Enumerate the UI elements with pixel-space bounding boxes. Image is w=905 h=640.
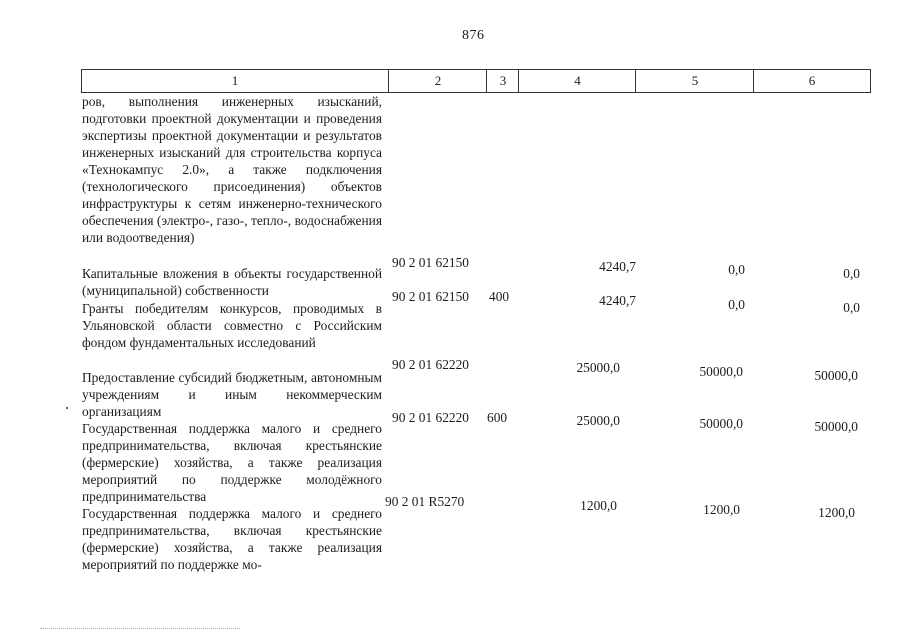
table-row-value-col4: 4240,7 (599, 293, 636, 308)
table-row-description: Капитальные вложения в объекты государственной (муниципальной) собственности (82, 266, 382, 298)
table-row-value-col5: 0,0 (728, 262, 745, 277)
page-number: 876 (462, 28, 485, 43)
scan-edge-line (40, 628, 240, 630)
table-row-code: 90 2 01 62220 (392, 357, 469, 372)
table-row-code: 90 2 01 62150 (392, 289, 469, 304)
table-row-value-col4: 4240,7 (599, 259, 636, 274)
table-row-value-col6: 1200,0 (818, 505, 855, 520)
scan-speck (66, 407, 68, 409)
header-col-2: 2 (388, 70, 487, 92)
table-row-description: Государственная поддержка малого и среднего предпринимательства, включая крестьянские (фермерские) хозяйства, а также реализация мероприятий по поддержке молодёжного предпринимательства (82, 421, 382, 504)
table-row-value-col5: 50000,0 (699, 416, 743, 431)
table-header-row (81, 69, 871, 93)
header-col-1: 1 (231, 73, 239, 88)
table-row-code: 90 2 01 62150 (392, 255, 469, 270)
table-row-value-col4: 25000,0 (576, 413, 620, 428)
header-col-3: 3 (486, 70, 519, 92)
header-col-5: 5 (635, 70, 754, 92)
table-row-code: 90 2 01 R5270 (385, 494, 465, 509)
table-row-description: Гранты победителям конкурсов, проводимых в Ульяновской области совместно с Российским фондом фундаментальных исследований (82, 301, 382, 350)
table-row-type: 400 (489, 289, 510, 304)
table-row-value-col4: 1200,0 (580, 498, 617, 513)
table-row-value-col6: 50000,0 (814, 419, 858, 434)
table-row-code: 90 2 01 62220 (392, 410, 469, 425)
table-row-value-col5: 0,0 (728, 297, 745, 312)
header-col-6: 6 (753, 70, 870, 92)
table-row-value-col6: 50000,0 (814, 368, 858, 383)
table-row-description: ров, выполнения инженерных изысканий, подготовки проектной документации и проведения экспертизы проектной документации и результатов инженерных изысканий для строительства корпуса «Технокампус 2.0», а также подключения (технологического присоединения) объектов инфраструктуры к сетям инженерно-технического обеспечения (электро-, газо-, тепло-, водоснабжения или водоотведения) (82, 94, 382, 245)
table-row-value-col6: 0,0 (843, 300, 860, 315)
table-row-value-col6: 0,0 (843, 266, 860, 281)
table-row-value-col4: 25000,0 (576, 360, 620, 375)
table-row-description: Государственная поддержка малого и среднего предпринимательства, включая крестьянские (фермерские) хозяйства, а также реализация мероприятий по поддержке мо- (82, 506, 382, 572)
table-row-description: Предоставление субсидий бюджетным, автономным учреждениям и иным некоммерческим организациям (82, 370, 382, 419)
header-col-4: 4 (518, 70, 636, 92)
table-row-type: 600 (487, 410, 508, 425)
table-row-value-col5: 1200,0 (703, 502, 740, 517)
table-row-value-col5: 50000,0 (699, 364, 743, 379)
